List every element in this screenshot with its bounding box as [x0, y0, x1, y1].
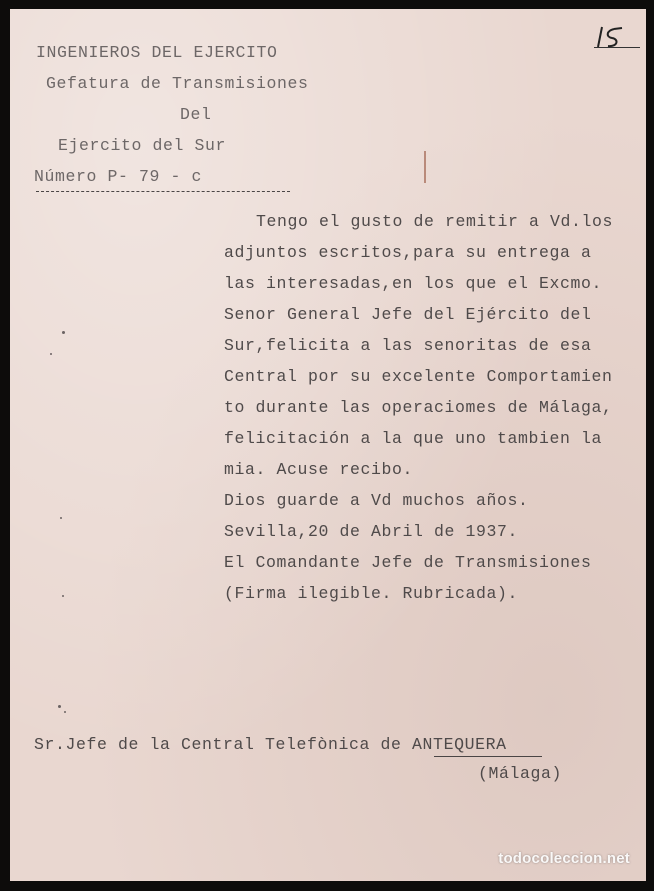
handwritten-page-number: [592, 23, 640, 53]
watermark: todocoleccion.net: [498, 850, 630, 867]
letter-body-line: mia. Acuse recibo.: [224, 460, 414, 479]
paper-speck: [62, 595, 64, 597]
letter-body-line: Central por su excelente Comportamien: [224, 367, 613, 386]
letter-body-line: to durante las operaciomes de Málaga,: [224, 398, 613, 417]
reference-underline: [36, 191, 290, 192]
letter-closing: Dios guarde a Vd muchos años.: [224, 491, 529, 510]
letter-body-line: Senor General Jefe del Ejército del: [224, 305, 592, 324]
letter-body-line: Sur,felicita a las senoritas de esa: [224, 336, 592, 355]
letter-body-line: felicitación a la que uno tambien la: [224, 429, 603, 448]
reference-number: Número P- 79 - c: [34, 167, 203, 186]
header-line-del: Del: [180, 105, 212, 124]
signature-note: (Firma ilegible. Rubricada).: [224, 584, 519, 603]
letter-body-line: adjuntos escritos,para su entrega a: [224, 243, 592, 262]
paper-speck: [64, 711, 66, 713]
letter-body-line: las interesadas,en los que el Excmo.: [224, 274, 603, 293]
recipient-province: (Málaga): [478, 764, 563, 783]
paper-speck: [60, 517, 62, 519]
recipient-line: Sr.Jefe de la Central Telefònica de ANTEQUERA: [34, 735, 507, 754]
paper-speck: [58, 705, 61, 708]
page-number-underline: [594, 47, 640, 48]
paper-speck: [50, 353, 52, 355]
recipient-city-underline: [434, 756, 542, 757]
letter-date-place: Sevilla,20 de Abril de 1937.: [224, 522, 519, 541]
letter-body-line: Tengo el gusto de remitir a Vd.los: [256, 212, 614, 231]
pencil-mark: [424, 151, 426, 183]
header-line-army-south: Ejercito del Sur: [58, 136, 227, 155]
paper-speck: [62, 331, 65, 334]
header-line-army-engineers: INGENIEROS DEL EJERCITO: [36, 43, 278, 62]
signatory-title: El Comandante Jefe de Transmisiones: [224, 553, 592, 572]
document-page: [10, 9, 646, 881]
header-line-transmissions: Gefatura de Transmisiones: [46, 74, 309, 93]
